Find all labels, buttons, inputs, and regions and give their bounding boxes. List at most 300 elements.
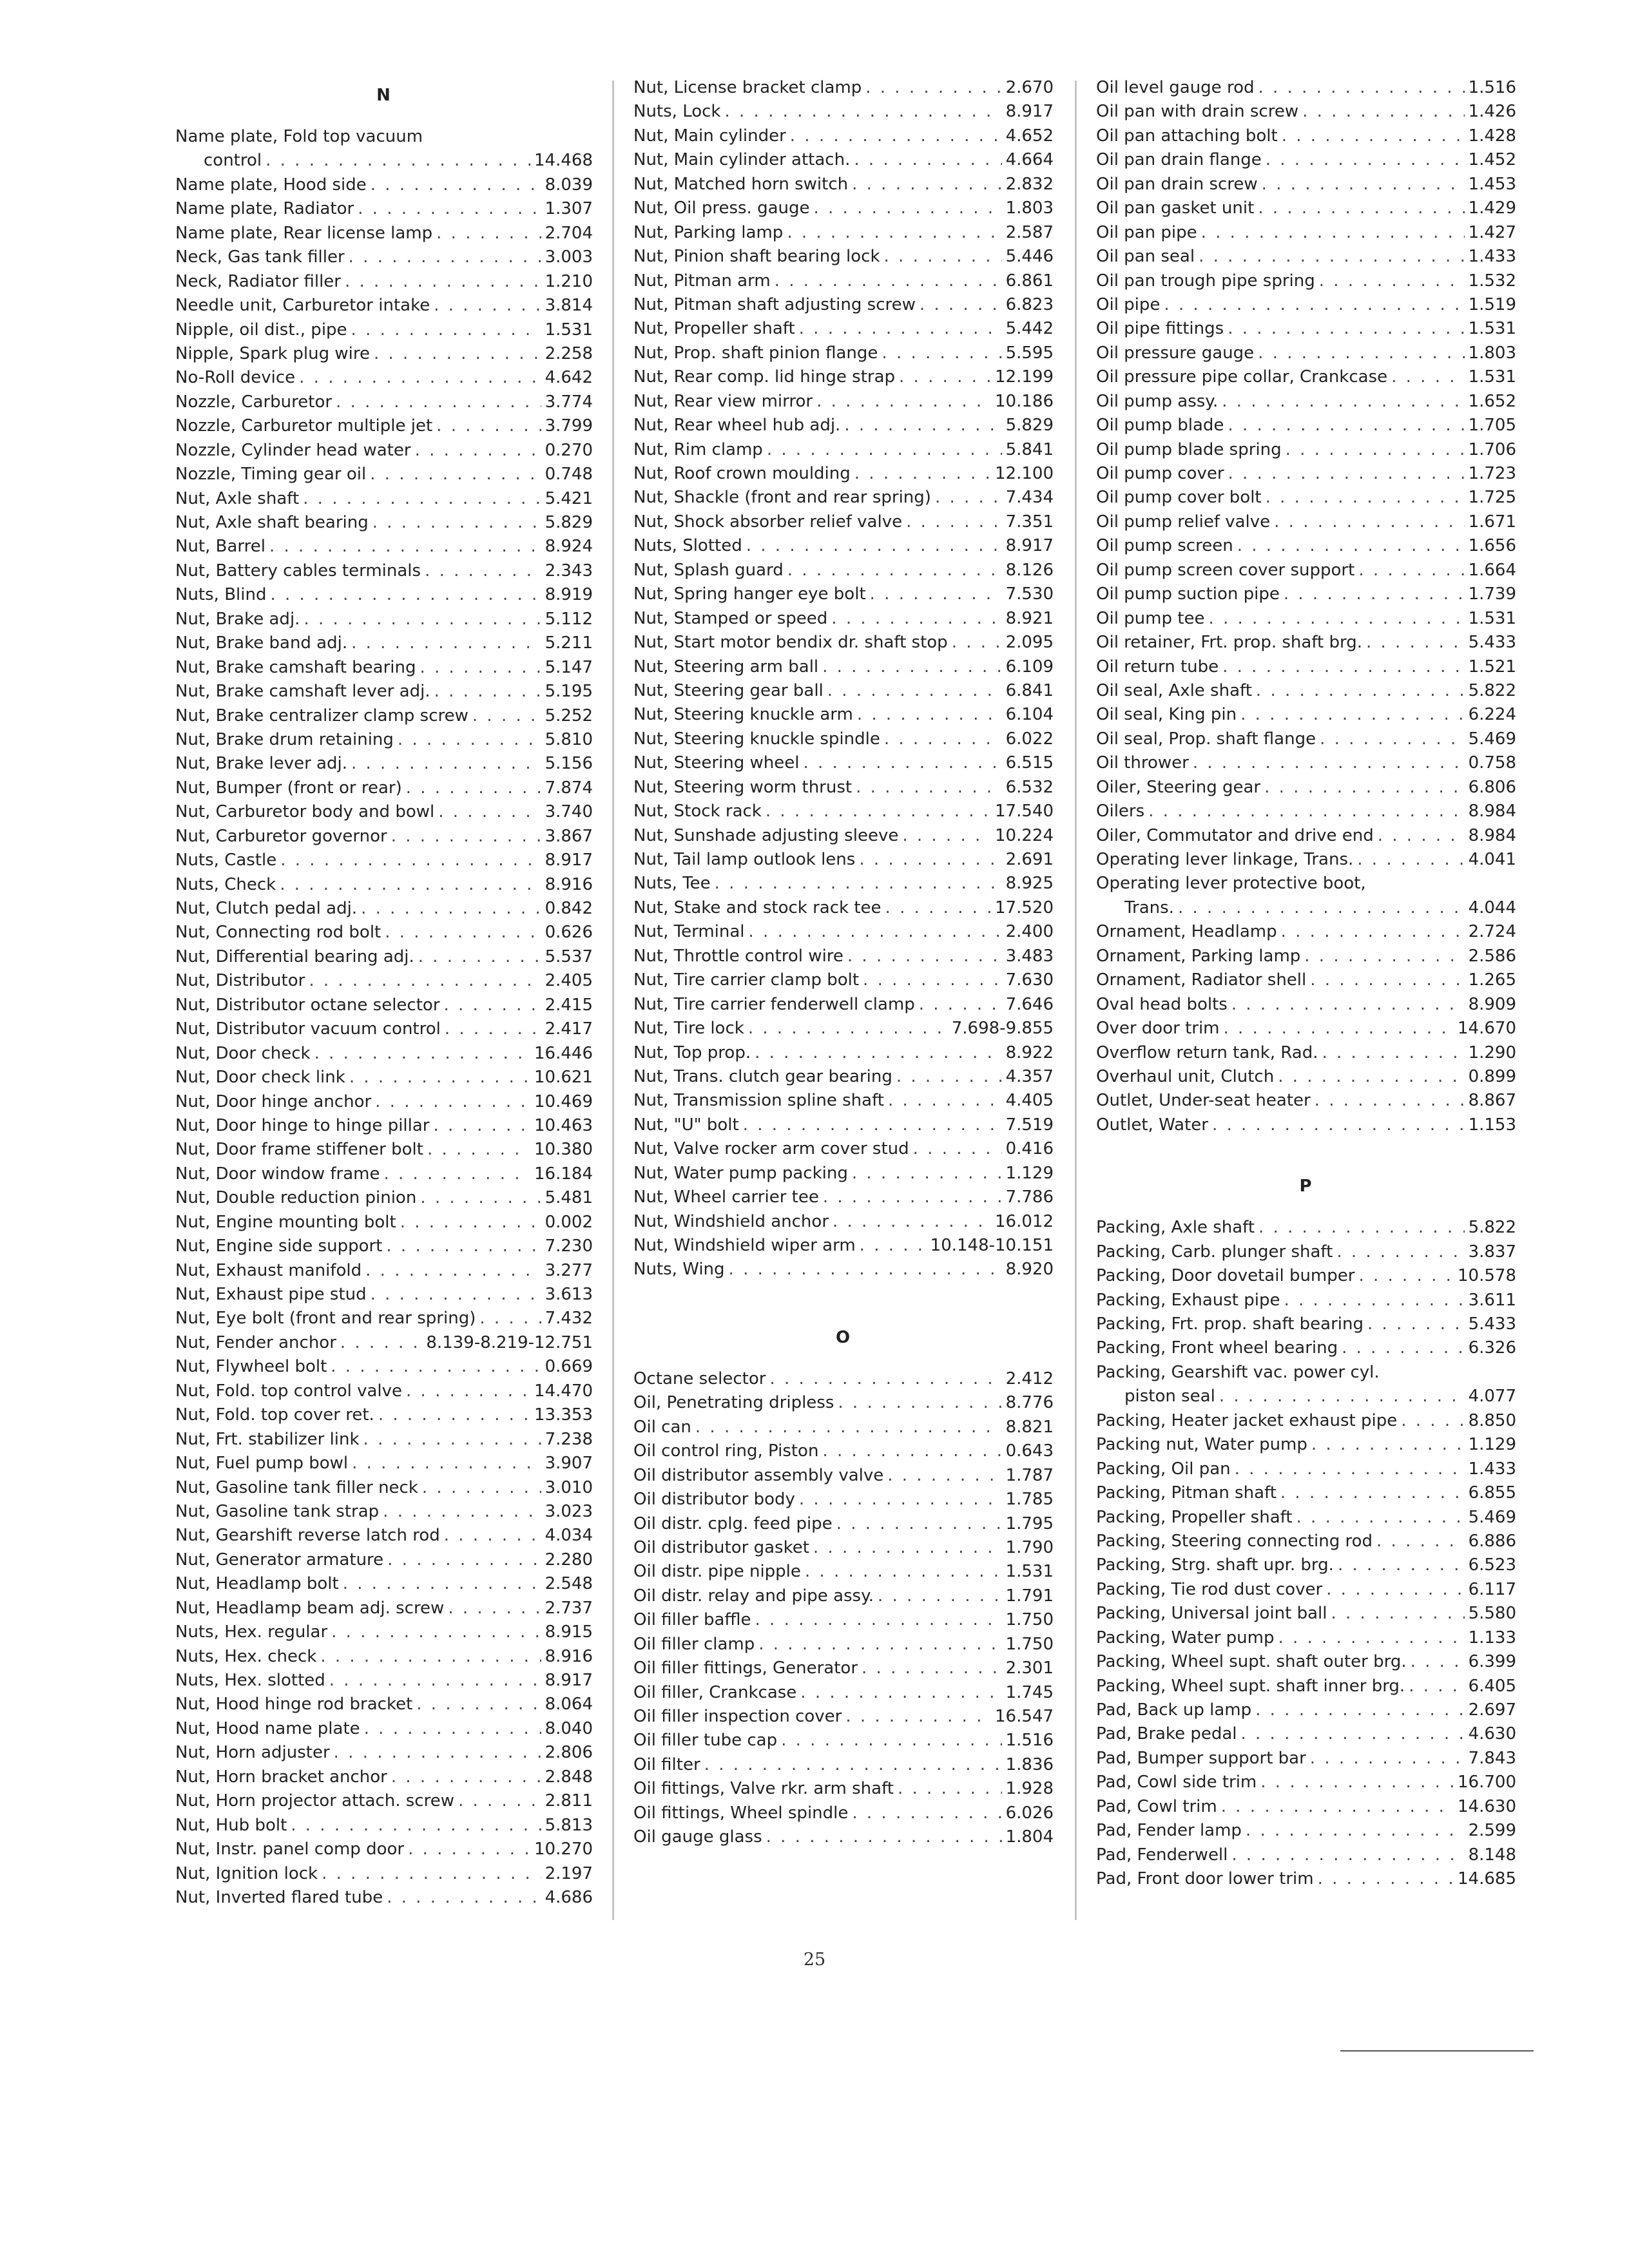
entry-reference-number: 6.117 — [1468, 1579, 1516, 1599]
entry-name: Oil pan seal — [1096, 247, 1195, 267]
index-entry — [1096, 1312, 1516, 1336]
index-entry — [1096, 945, 1516, 968]
dot-leader — [444, 1524, 541, 1548]
dot-leader — [1221, 1795, 1454, 1819]
dot-leader — [852, 1802, 1001, 1825]
dot-leader — [334, 1741, 541, 1765]
entry-reference-number: 1.725 — [1468, 488, 1516, 508]
index-entry — [175, 1789, 593, 1813]
index-entry — [175, 1428, 593, 1452]
dot-leader — [1357, 848, 1464, 872]
entry-reference-number: 1.453 — [1468, 174, 1516, 194]
entry-name: Oil distributor body — [633, 1490, 795, 1510]
entry-reference-number: 1.129 — [1005, 1163, 1054, 1183]
entry-name: Nut, Windshield anchor — [633, 1211, 829, 1231]
index-entry — [1096, 1457, 1516, 1481]
dot-leader — [374, 342, 541, 366]
entry-name: Packing, Steering connecting rod — [1096, 1531, 1373, 1551]
dot-leader — [1322, 1041, 1465, 1065]
entry-reference-number: 16.700 — [1458, 1773, 1516, 1792]
entry-name: Nut, Fuel pump bowl — [175, 1454, 349, 1474]
index-entry — [1096, 655, 1516, 679]
dot-leader — [309, 969, 541, 993]
entry-name: Packing, Propeller shaft — [1096, 1507, 1293, 1527]
index-entry — [1096, 197, 1516, 220]
entry-name: Nuts, Castle — [175, 850, 277, 870]
index-entry — [175, 1838, 593, 1861]
entry-name: Nut, Prop. shaft pinion flange — [633, 343, 878, 363]
index-entry — [1096, 1065, 1516, 1089]
index-entry — [633, 582, 1054, 606]
dot-leader — [704, 1753, 1002, 1777]
entry-reference-number: 4.357 — [1005, 1066, 1054, 1086]
index-entry — [175, 1017, 593, 1041]
entry-reference-number: 5.537 — [545, 947, 593, 966]
entry-name: Nut, Fender anchor — [175, 1332, 336, 1352]
entry-reference-number: 6.405 — [1468, 1676, 1516, 1696]
dot-leader — [1240, 703, 1464, 727]
index-entry — [1096, 1843, 1516, 1867]
entry-name: Oiler, Steering gear — [1096, 777, 1261, 797]
index-entry — [633, 317, 1054, 341]
entry-reference-number: 10.380 — [534, 1140, 593, 1160]
dot-leader — [280, 849, 541, 872]
entry-name: Outlet, Water — [1096, 1115, 1208, 1135]
entry-reference-number: 8.916 — [545, 874, 593, 894]
index-entry — [633, 968, 1054, 992]
index-entry — [633, 1065, 1054, 1089]
index-entry — [633, 896, 1054, 920]
entry-name: Trans. — [1124, 898, 1174, 918]
dot-leader — [265, 149, 530, 173]
index-entry — [1096, 1698, 1516, 1722]
entry-name: Nut, Pitman shaft adjusting screw — [633, 294, 916, 314]
dot-leader — [343, 1572, 541, 1596]
entry-name: Nut, Carburetor body and bowl — [175, 802, 435, 822]
entry-reference-number: 2.417 — [545, 1019, 593, 1039]
dot-leader — [425, 559, 541, 583]
index-entry — [175, 222, 593, 245]
entry-reference-number: 2.095 — [1005, 633, 1054, 653]
entry-name: Pad, Brake pedal — [1096, 1724, 1237, 1744]
entry-reference-number: 2.415 — [545, 995, 593, 1015]
index-entry — [175, 873, 593, 897]
index-entry — [1096, 968, 1516, 992]
entry-name: Oil filler clamp — [633, 1634, 755, 1654]
dot-leader — [854, 462, 991, 486]
entry-name: Oil pump assy. — [1096, 391, 1219, 411]
entry-reference-number: 0.416 — [1005, 1139, 1054, 1159]
entry-name: Packing, Tie rod dust cover — [1096, 1579, 1323, 1599]
entry-reference-number: 7.843 — [1468, 1748, 1516, 1768]
index-entry — [633, 293, 1054, 317]
dot-leader — [1310, 968, 1464, 992]
entry-reference-number: 1.750 — [1005, 1610, 1054, 1630]
index-entry — [175, 897, 593, 921]
entry-name: Nut, Double reduction pinion — [175, 1188, 417, 1208]
entry-reference-number: 4.034 — [545, 1526, 593, 1546]
entry-name: Nut, Tire carrier clamp bolt — [633, 970, 860, 990]
index-entry — [1096, 1264, 1516, 1288]
index-entry — [175, 1379, 593, 1403]
entry-name: Nuts, Hex. slotted — [175, 1671, 325, 1690]
entry-reference-number: 3.003 — [545, 247, 593, 267]
dot-leader — [743, 1113, 1002, 1137]
index-entry — [175, 849, 593, 872]
index-entry — [175, 535, 593, 559]
index-entry — [175, 1114, 593, 1138]
entry-reference-number: 2.548 — [545, 1574, 593, 1594]
entry-name: Oil pan pipe — [1096, 222, 1197, 242]
dot-leader — [385, 921, 541, 945]
entry-name: Oil pan attaching bolt — [1096, 126, 1278, 146]
index-entry — [1096, 1650, 1516, 1674]
entry-reference-number: 8.984 — [1468, 802, 1516, 822]
dot-leader — [438, 800, 541, 824]
entry-name: Nut, Pitman arm — [633, 271, 771, 291]
index-entry — [633, 1657, 1054, 1680]
entry-reference-number: 6.841 — [1005, 680, 1054, 700]
index-entry — [633, 1729, 1054, 1753]
index-entry — [175, 1476, 593, 1500]
section-heading-n: N — [376, 86, 392, 105]
entry-reference-number: 6.326 — [1468, 1338, 1516, 1358]
index-entry — [1096, 534, 1516, 558]
dot-leader — [781, 1729, 1001, 1753]
entry-reference-number: 1.133 — [1468, 1628, 1516, 1648]
index-entry — [175, 1862, 593, 1886]
entry-name: Nut, Door hinge to hinge pillar — [175, 1115, 430, 1135]
entry-reference-number: 2.832 — [1005, 174, 1054, 194]
index-entry — [633, 1825, 1054, 1849]
index-entry — [633, 462, 1054, 486]
entry-name: Nut, Ignition lock — [175, 1863, 318, 1883]
dot-leader — [1286, 438, 1465, 462]
entry-reference-number: 1.671 — [1468, 512, 1516, 532]
entry-name: Nut, Steering wheel — [633, 753, 800, 773]
index-entry — [175, 487, 593, 511]
entry-reference-number: 8.867 — [1468, 1091, 1516, 1111]
entry-reference-number: 0.002 — [545, 1212, 593, 1232]
entry-name: Ornament, Radiator shell — [1096, 970, 1307, 990]
entry-name: Packing, Axle shaft — [1096, 1218, 1255, 1238]
entry-name: Nozzle, Timing gear oil — [175, 465, 367, 485]
entry-reference-number: 10.469 — [534, 1091, 593, 1111]
entry-name: Nut, Steering knuckle arm — [633, 705, 853, 725]
dot-leader — [857, 703, 1002, 727]
index-entry — [175, 511, 593, 535]
entry-name: Nut, Fold. top control valve — [175, 1381, 403, 1401]
index-entry — [633, 776, 1054, 800]
entry-name: Nut, Throttle control wire — [633, 946, 843, 966]
entry-name: Oil seal, Axle shaft — [1096, 680, 1252, 700]
entry-reference-number: 8.148 — [1468, 1845, 1516, 1865]
entry-reference-number: 3.010 — [545, 1477, 593, 1497]
entry-name: Nut, License bracket clamp — [633, 78, 862, 97]
entry-name: Nuts, Slotted — [633, 536, 742, 556]
entry-reference-number: 1.519 — [1468, 294, 1516, 314]
entry-reference-number: 3.023 — [545, 1501, 593, 1521]
index-entry — [175, 1259, 593, 1283]
entry-reference-number: 0.270 — [545, 440, 593, 460]
entry-reference-number: 10.578 — [1458, 1266, 1516, 1286]
entry-reference-number: 1.723 — [1468, 464, 1516, 483]
entry-reference-number: 5.421 — [545, 488, 593, 508]
index-entry — [1096, 776, 1516, 800]
entry-reference-number: 3.277 — [545, 1260, 593, 1280]
entry-reference-number: 1.290 — [1468, 1043, 1516, 1062]
entry-reference-number: 7.646 — [1005, 994, 1054, 1014]
entry-reference-number: 5.469 — [1468, 729, 1516, 749]
dot-leader — [1231, 993, 1465, 1017]
entry-name: Nut, Sunshade adjusting sleeve — [633, 825, 899, 845]
entry-name: Nut, Door check link — [175, 1068, 345, 1088]
index-entry — [1096, 727, 1516, 751]
dot-leader — [1409, 1675, 1464, 1698]
entry-name: Ornament, Headlamp — [1096, 922, 1277, 942]
index-entry — [633, 1017, 1054, 1041]
index-entry — [175, 1669, 593, 1693]
entry-name: Nut, Gasoline tank filler neck — [175, 1477, 418, 1497]
entry-name: Oil pump suction pipe — [1096, 584, 1280, 604]
entry-name: Nut, Instr. panel comp door — [175, 1840, 405, 1860]
dot-leader — [383, 1500, 541, 1524]
index-entry — [633, 173, 1054, 197]
dot-leader — [1208, 607, 1464, 631]
dot-leader — [935, 486, 1002, 510]
index-entry — [1096, 1506, 1516, 1530]
dot-leader — [1258, 197, 1464, 220]
dot-leader — [852, 173, 1001, 197]
dot-leader — [822, 655, 1001, 679]
entry-name: Packing, Door dovetail bumper — [1096, 1266, 1355, 1286]
dot-leader — [1193, 751, 1465, 775]
entry-reference-number: 3.774 — [545, 392, 593, 412]
dot-leader — [1278, 1626, 1464, 1650]
dot-leader — [1228, 317, 1464, 341]
entry-reference-number: 10.621 — [534, 1068, 593, 1088]
index-entry — [175, 1090, 593, 1114]
entry-reference-number: 2.848 — [545, 1767, 593, 1787]
index-entry — [633, 390, 1054, 414]
index-entry — [633, 1234, 1054, 1258]
entry-reference-number: 10.463 — [534, 1115, 593, 1135]
entry-name: Pad, Cowl side trim — [1096, 1773, 1257, 1792]
dot-leader — [371, 1283, 541, 1307]
index-entry — [175, 825, 593, 849]
entry-reference-number: 2.586 — [1468, 946, 1516, 966]
entry-name: Nut, Exhaust pipe stud — [175, 1285, 367, 1304]
dot-leader — [884, 245, 1002, 269]
entry-reference-number: 5.211 — [545, 633, 593, 653]
entry-name: Octane selector — [633, 1369, 766, 1389]
entry-reference-number: 1.153 — [1468, 1115, 1516, 1135]
entry-name: Packing, Strg. shaft upr. brg. — [1096, 1555, 1334, 1575]
section-heading-o: O — [835, 1327, 852, 1347]
index-entry — [633, 1560, 1054, 1584]
entry-name: Oil pump relief valve — [1096, 512, 1271, 532]
dot-leader — [755, 1608, 1002, 1632]
entry-reference-number: 5.481 — [545, 1188, 593, 1208]
index-entry — [633, 1113, 1054, 1137]
dot-leader — [436, 414, 541, 438]
entry-name: Oval head bolts — [1096, 994, 1228, 1014]
index-entry — [633, 1705, 1054, 1729]
index-entry — [1096, 993, 1516, 1017]
entry-name: Packing nut, Water pump — [1096, 1435, 1307, 1455]
entry-reference-number: 2.697 — [1468, 1700, 1516, 1720]
dot-leader — [799, 317, 1002, 341]
entry-reference-number: 1.129 — [1468, 1435, 1516, 1455]
entry-reference-number: 8.922 — [1005, 1043, 1054, 1062]
entry-reference-number: 5.433 — [1468, 1314, 1516, 1334]
entry-name: Nut, Rear view mirror — [633, 391, 813, 411]
dot-leader — [378, 1403, 530, 1427]
index-entry — [175, 1403, 593, 1427]
dot-leader — [365, 1259, 541, 1283]
entry-name: Packing, Frt. prop. shaft bearing — [1096, 1314, 1364, 1334]
dot-leader — [448, 1597, 541, 1620]
entry-reference-number: 1.516 — [1468, 78, 1516, 97]
entry-reference-number: 6.399 — [1468, 1652, 1516, 1672]
dot-leader — [434, 1114, 531, 1138]
dot-leader — [888, 1089, 1002, 1113]
dot-leader — [1366, 631, 1465, 655]
entry-name: Nut, Brake centralizer clamp screw — [175, 706, 468, 726]
index-entry — [175, 1355, 593, 1379]
index-entry — [175, 994, 593, 1017]
entry-name: Name plate, Hood side — [175, 175, 367, 195]
index-entry — [633, 534, 1054, 558]
entry-reference-number: 4.652 — [1005, 126, 1054, 146]
index-entry — [1096, 824, 1516, 848]
index-entry — [1096, 1819, 1516, 1843]
entry-reference-number: 2.412 — [1005, 1369, 1054, 1389]
entry-reference-number: 6.523 — [1468, 1555, 1516, 1575]
entry-reference-number: 2.691 — [1005, 850, 1054, 869]
entry-reference-number: 14.685 — [1458, 1869, 1516, 1889]
entry-name: Packing, Front wheel bearing — [1096, 1338, 1338, 1358]
dot-leader — [1331, 1602, 1464, 1626]
dot-leader — [416, 1693, 541, 1716]
dot-leader — [458, 1789, 541, 1813]
entry-reference-number: 16.446 — [534, 1043, 593, 1063]
index-entry — [175, 1235, 593, 1258]
dot-leader — [1237, 534, 1465, 558]
entry-list — [633, 76, 1054, 1282]
entry-name: Nut, Transmission spline shaft — [633, 1091, 884, 1111]
entry-name: Nipple, Spark plug wire — [175, 343, 370, 363]
entry-reference-number: 2.670 — [1005, 78, 1054, 97]
entry-reference-number: 17.520 — [995, 898, 1054, 918]
index-entry — [633, 197, 1054, 220]
entry-name: Nut, Parking lamp — [633, 222, 784, 242]
entry-name: Oil seal, King pin — [1096, 705, 1237, 725]
dot-leader — [1235, 1457, 1465, 1481]
index-entry — [1096, 293, 1516, 317]
dot-leader — [1284, 1289, 1464, 1312]
entry-name: Operating lever protective boot, — [1096, 874, 1366, 894]
entry-name: Nut, Headlamp bolt — [175, 1574, 339, 1594]
entry-reference-number: 1.265 — [1468, 970, 1516, 990]
dot-leader — [884, 727, 1002, 751]
entry-reference-number: 7.786 — [1005, 1187, 1054, 1207]
index-entry — [1096, 1481, 1516, 1505]
dot-leader — [887, 1464, 1001, 1488]
index-entry — [175, 1186, 593, 1210]
entry-name: Pad, Fender lamp — [1096, 1821, 1242, 1841]
entry-reference-number: 4.686 — [545, 1887, 593, 1907]
dot-leader — [813, 1536, 1002, 1560]
entry-name: Pad, Fenderwell — [1096, 1845, 1228, 1865]
entry-reference-number: 3.799 — [545, 416, 593, 436]
index-entry — [633, 559, 1054, 582]
index-entry — [175, 656, 593, 680]
entry-reference-number: 4.630 — [1468, 1724, 1516, 1744]
dot-leader — [1222, 390, 1464, 414]
dot-leader — [863, 968, 1002, 992]
dot-leader — [1228, 414, 1464, 437]
index-entry — [175, 945, 593, 969]
dot-leader — [902, 824, 991, 848]
entry-reference-number: 16.547 — [995, 1707, 1054, 1726]
entry-reference-number: 8.919 — [545, 585, 593, 605]
entry-reference-number: 4.077 — [1468, 1387, 1516, 1407]
entry-name: Nut, Shackle (front and rear spring) — [633, 488, 931, 508]
entry-reference-number: 2.301 — [1005, 1658, 1054, 1678]
index-entry — [175, 559, 593, 583]
entry-name: Oil pump cover — [1096, 464, 1224, 483]
dot-leader — [856, 776, 1001, 800]
entry-name: Ornament, Parking lamp — [1096, 946, 1301, 966]
index-column-3 — [1096, 76, 1516, 1892]
index-entry — [175, 1211, 593, 1235]
entry-name: Nut, Steering arm ball — [633, 657, 819, 677]
index-entry — [633, 510, 1054, 534]
entry-reference-number: 5.595 — [1005, 343, 1054, 363]
dot-leader — [1228, 462, 1465, 486]
entry-name: Nut, Horn projector attach. screw — [175, 1791, 454, 1811]
decorative-rule — [1340, 2050, 1534, 2052]
dot-leader — [1266, 486, 1465, 510]
entry-reference-number: 8.925 — [1005, 874, 1054, 894]
entry-reference-number: 14.630 — [1458, 1796, 1516, 1816]
entry-name: Nut, Stock rack — [633, 802, 762, 822]
index-entry — [633, 341, 1054, 365]
index-entry — [633, 1753, 1054, 1777]
dot-leader — [299, 366, 541, 390]
entry-reference-number: 1.803 — [1468, 343, 1516, 363]
entry-name: Oil distr. pipe nipple — [633, 1562, 801, 1582]
dot-leader — [383, 1162, 530, 1186]
dot-leader — [898, 1777, 1002, 1801]
entry-reference-number: 2.811 — [545, 1791, 593, 1811]
index-entry — [175, 1717, 593, 1741]
index-entry — [633, 1367, 1054, 1391]
index-entry — [1096, 221, 1516, 245]
index-entry — [175, 1814, 593, 1838]
dot-leader — [1315, 1089, 1465, 1113]
entry-reference-number: 1.426 — [1468, 102, 1516, 122]
dot-leader — [831, 607, 1001, 631]
entry-name: Nut, Headlamp beam adj. screw — [175, 1598, 445, 1618]
index-entry — [175, 342, 593, 366]
dot-leader — [913, 1137, 1002, 1161]
index-entry — [175, 149, 593, 173]
index-entry — [1096, 1361, 1516, 1385]
index-entry — [1096, 1553, 1516, 1577]
entry-name: Oil filler fittings, Generator — [633, 1658, 858, 1678]
